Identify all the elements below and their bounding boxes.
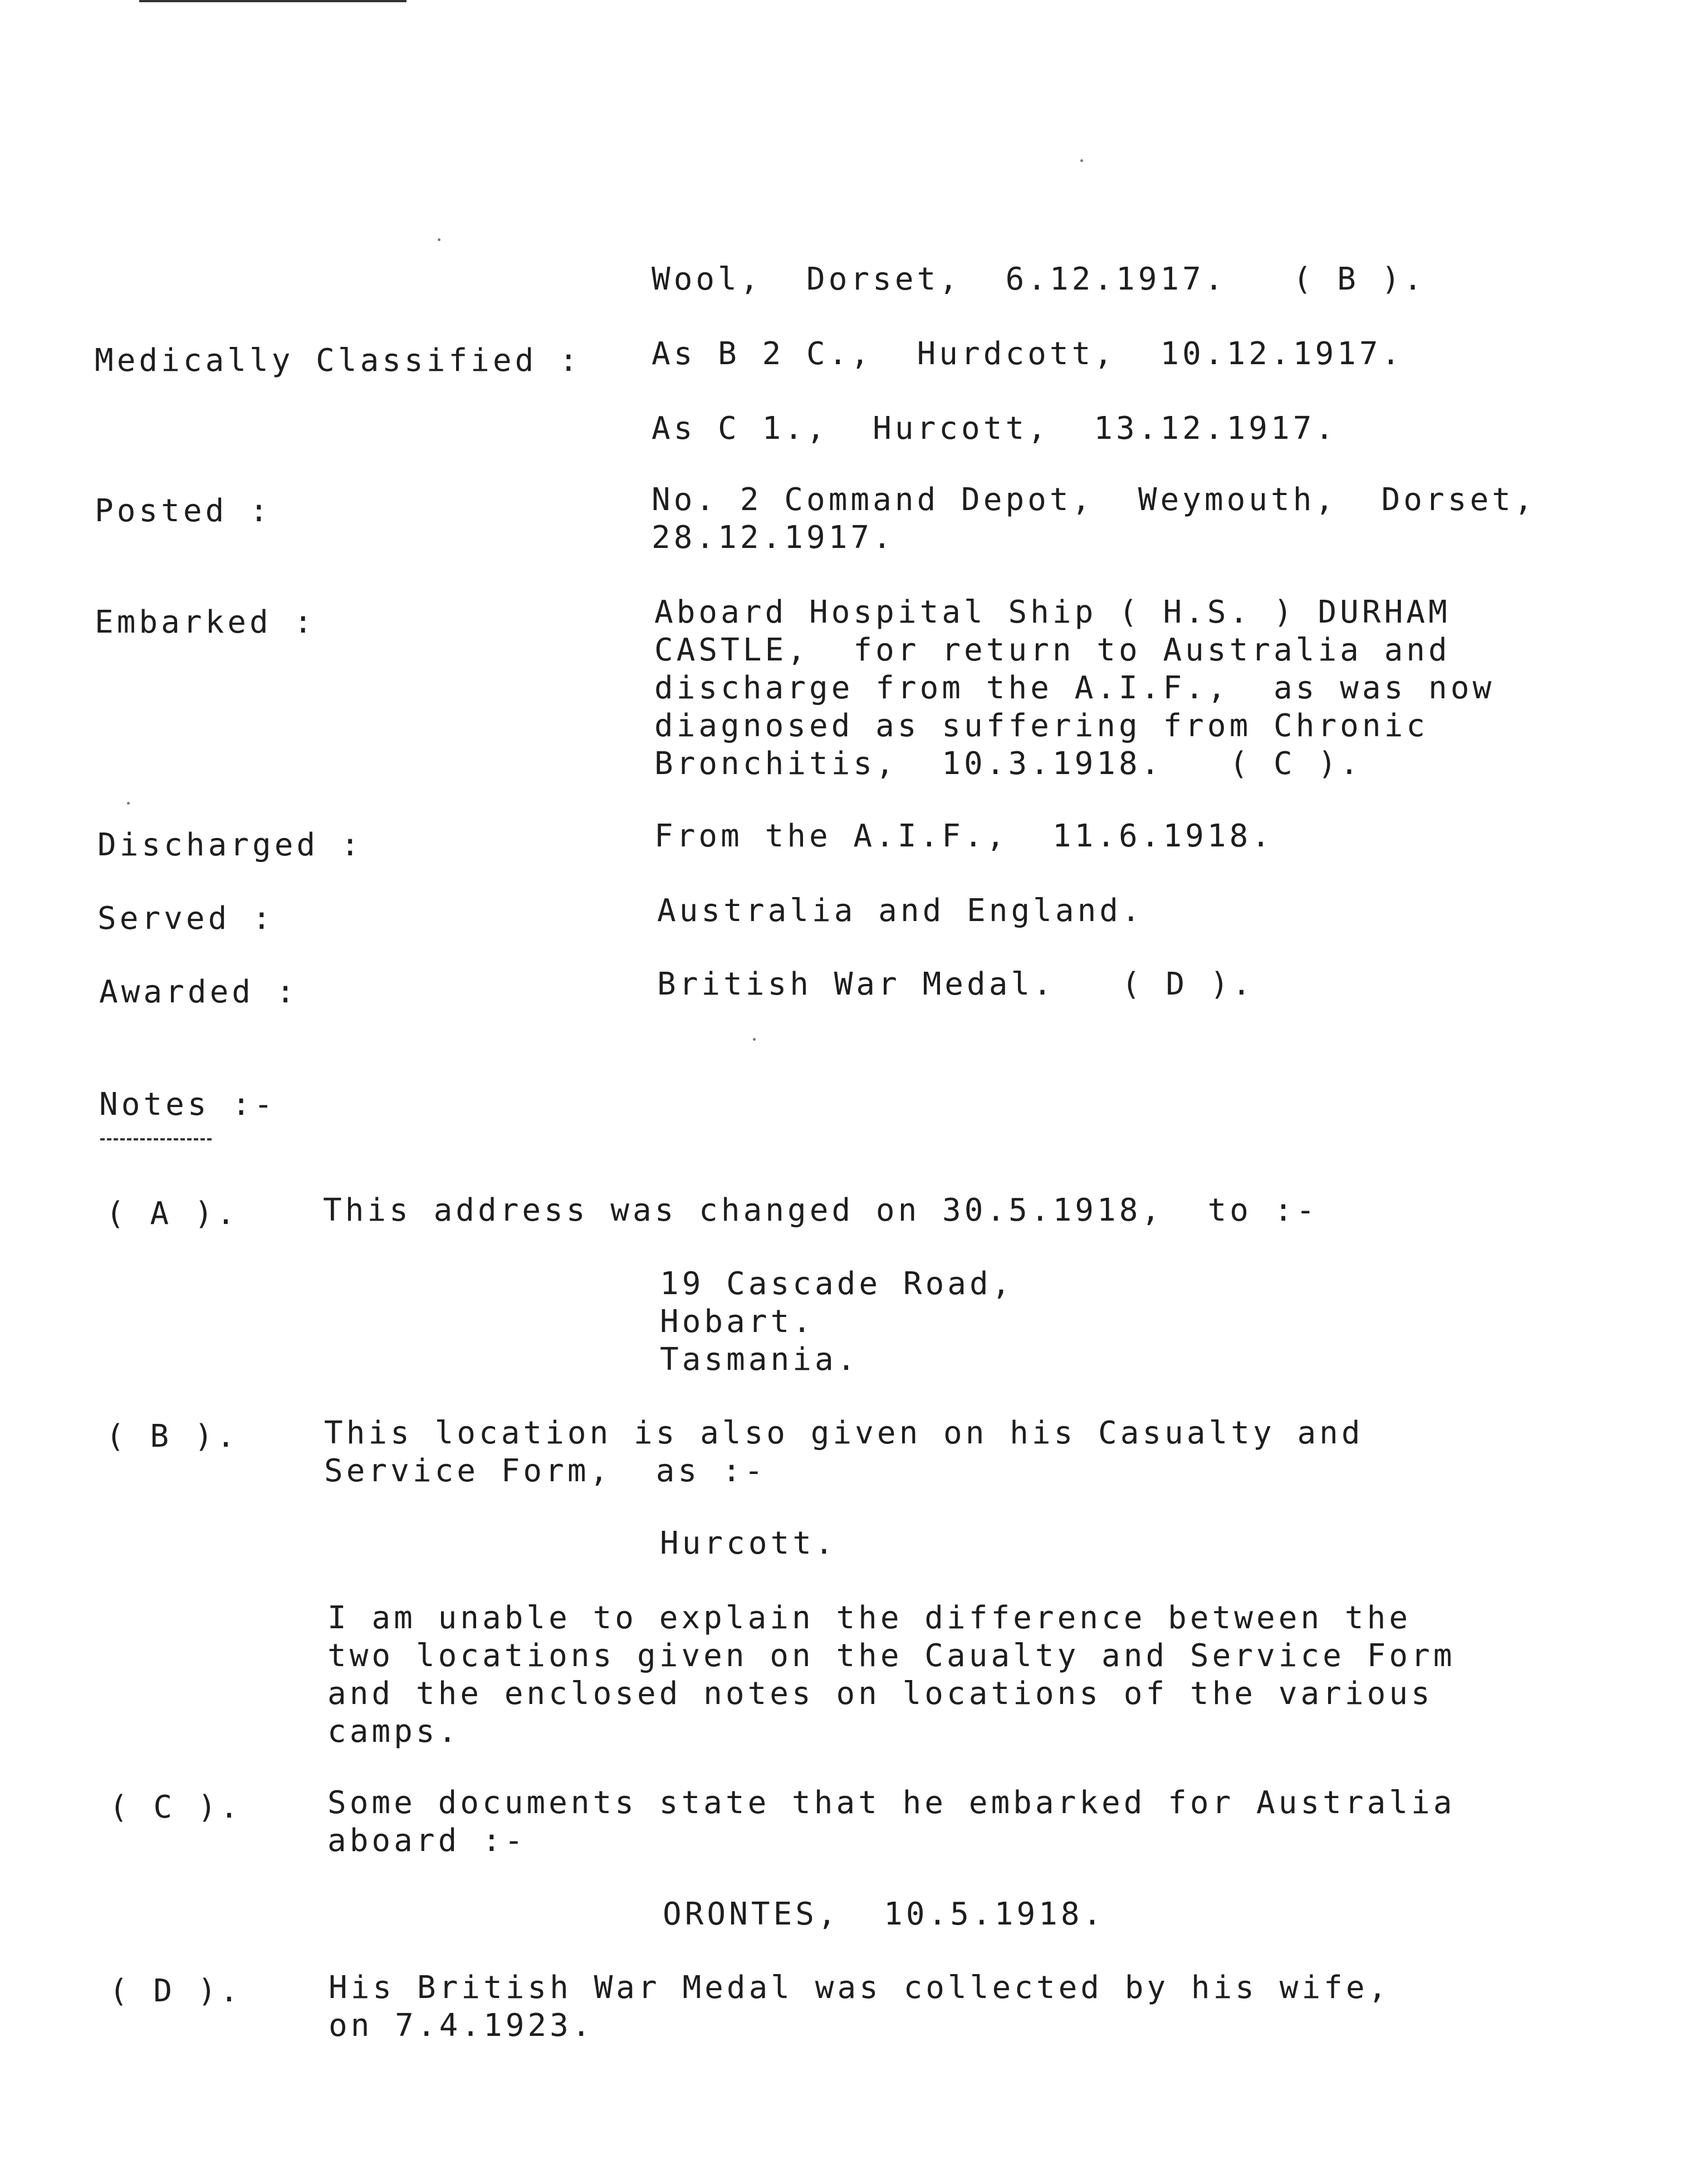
entry-value-line: Wool, Dorset, 6.12.1917. ( B ).	[652, 261, 1426, 297]
field-label-served: Served :	[97, 900, 275, 937]
note-text-line: This location is also given on his Casualty and	[324, 1415, 1364, 1451]
note-text-line: camps.	[327, 1713, 461, 1750]
note-text-line: This address was changed on 30.5.1918, to :-	[323, 1192, 1319, 1228]
note-marker: ( A ).	[106, 1196, 239, 1232]
centered-ship: ORONTES, 10.5.1918.	[663, 1896, 1105, 1932]
note-text-line: aboard :-	[327, 1823, 527, 1859]
scan-speck	[753, 1038, 756, 1041]
scan-speck	[1080, 159, 1083, 162]
field-label-posted: Posted :	[95, 493, 272, 529]
note-text-line: Some documents state that he embarked for Australia	[327, 1785, 1456, 1821]
entry-value-line: Aboard Hospital Ship ( H.S. ) DURHAM	[654, 594, 1451, 630]
entry-value-line: As B 2 C., Hurdcott, 10.12.1917.	[652, 336, 1404, 372]
note-text-line: on 7.4.1923.	[329, 2007, 594, 2044]
address-line: Tasmania.	[660, 1341, 859, 1378]
field-label-awarded: Awarded :	[99, 974, 298, 1010]
note-marker: ( D ).	[109, 1973, 242, 2009]
entry-value-line: diagnosed as suffering from Chronic	[654, 708, 1429, 744]
note-text-line: His British War Medal was collected by his wife,	[329, 1970, 1390, 2006]
notes-heading-underline	[100, 1138, 212, 1140]
note-text-line: and the enclosed notes on locations of the various	[327, 1676, 1433, 1712]
entry-value-line: discharge from the A.I.F., as was now	[654, 670, 1495, 706]
entry-value-line: CASTLE, for return to Australia and	[654, 632, 1451, 668]
scan-speck	[438, 238, 440, 241]
entry-value-line: As C 1., Hurcott, 13.12.1917.	[652, 410, 1338, 447]
address-line: 19 Cascade Road,	[660, 1266, 1014, 1302]
note-text-line: two locations given on the Caualty and Service Form	[327, 1638, 1456, 1674]
note-text-line: Service Form, as :-	[324, 1453, 767, 1489]
entry-value-line: British War Medal. ( D ).	[657, 966, 1255, 1002]
entry-value-line: From the A.I.F., 11.6.1918.	[654, 818, 1274, 854]
note-marker: ( C ).	[109, 1789, 242, 1825]
top-edge-line	[139, 0, 407, 2]
entry-value-line: No. 2 Command Depot, Weymouth, Dorset,	[652, 482, 1536, 518]
address-line: Hobart.	[660, 1304, 815, 1340]
field-label-discharged: Discharged :	[97, 827, 363, 863]
field-label-medically-classified: Medically Classified :	[95, 342, 581, 379]
scan-speck	[127, 802, 130, 805]
entry-value-line: 28.12.1917.	[652, 520, 895, 556]
notes-heading: Notes :-	[99, 1086, 276, 1123]
note-marker: ( B ).	[106, 1418, 239, 1455]
centered-location: Hurcott.	[660, 1525, 837, 1561]
note-text-line: I am unable to explain the difference between the	[327, 1600, 1412, 1636]
entry-value-line: Australia and England.	[657, 893, 1144, 929]
field-label-embarked: Embarked :	[95, 604, 316, 640]
entry-value-line: Bronchitis, 10.3.1918. ( C ).	[654, 746, 1362, 782]
